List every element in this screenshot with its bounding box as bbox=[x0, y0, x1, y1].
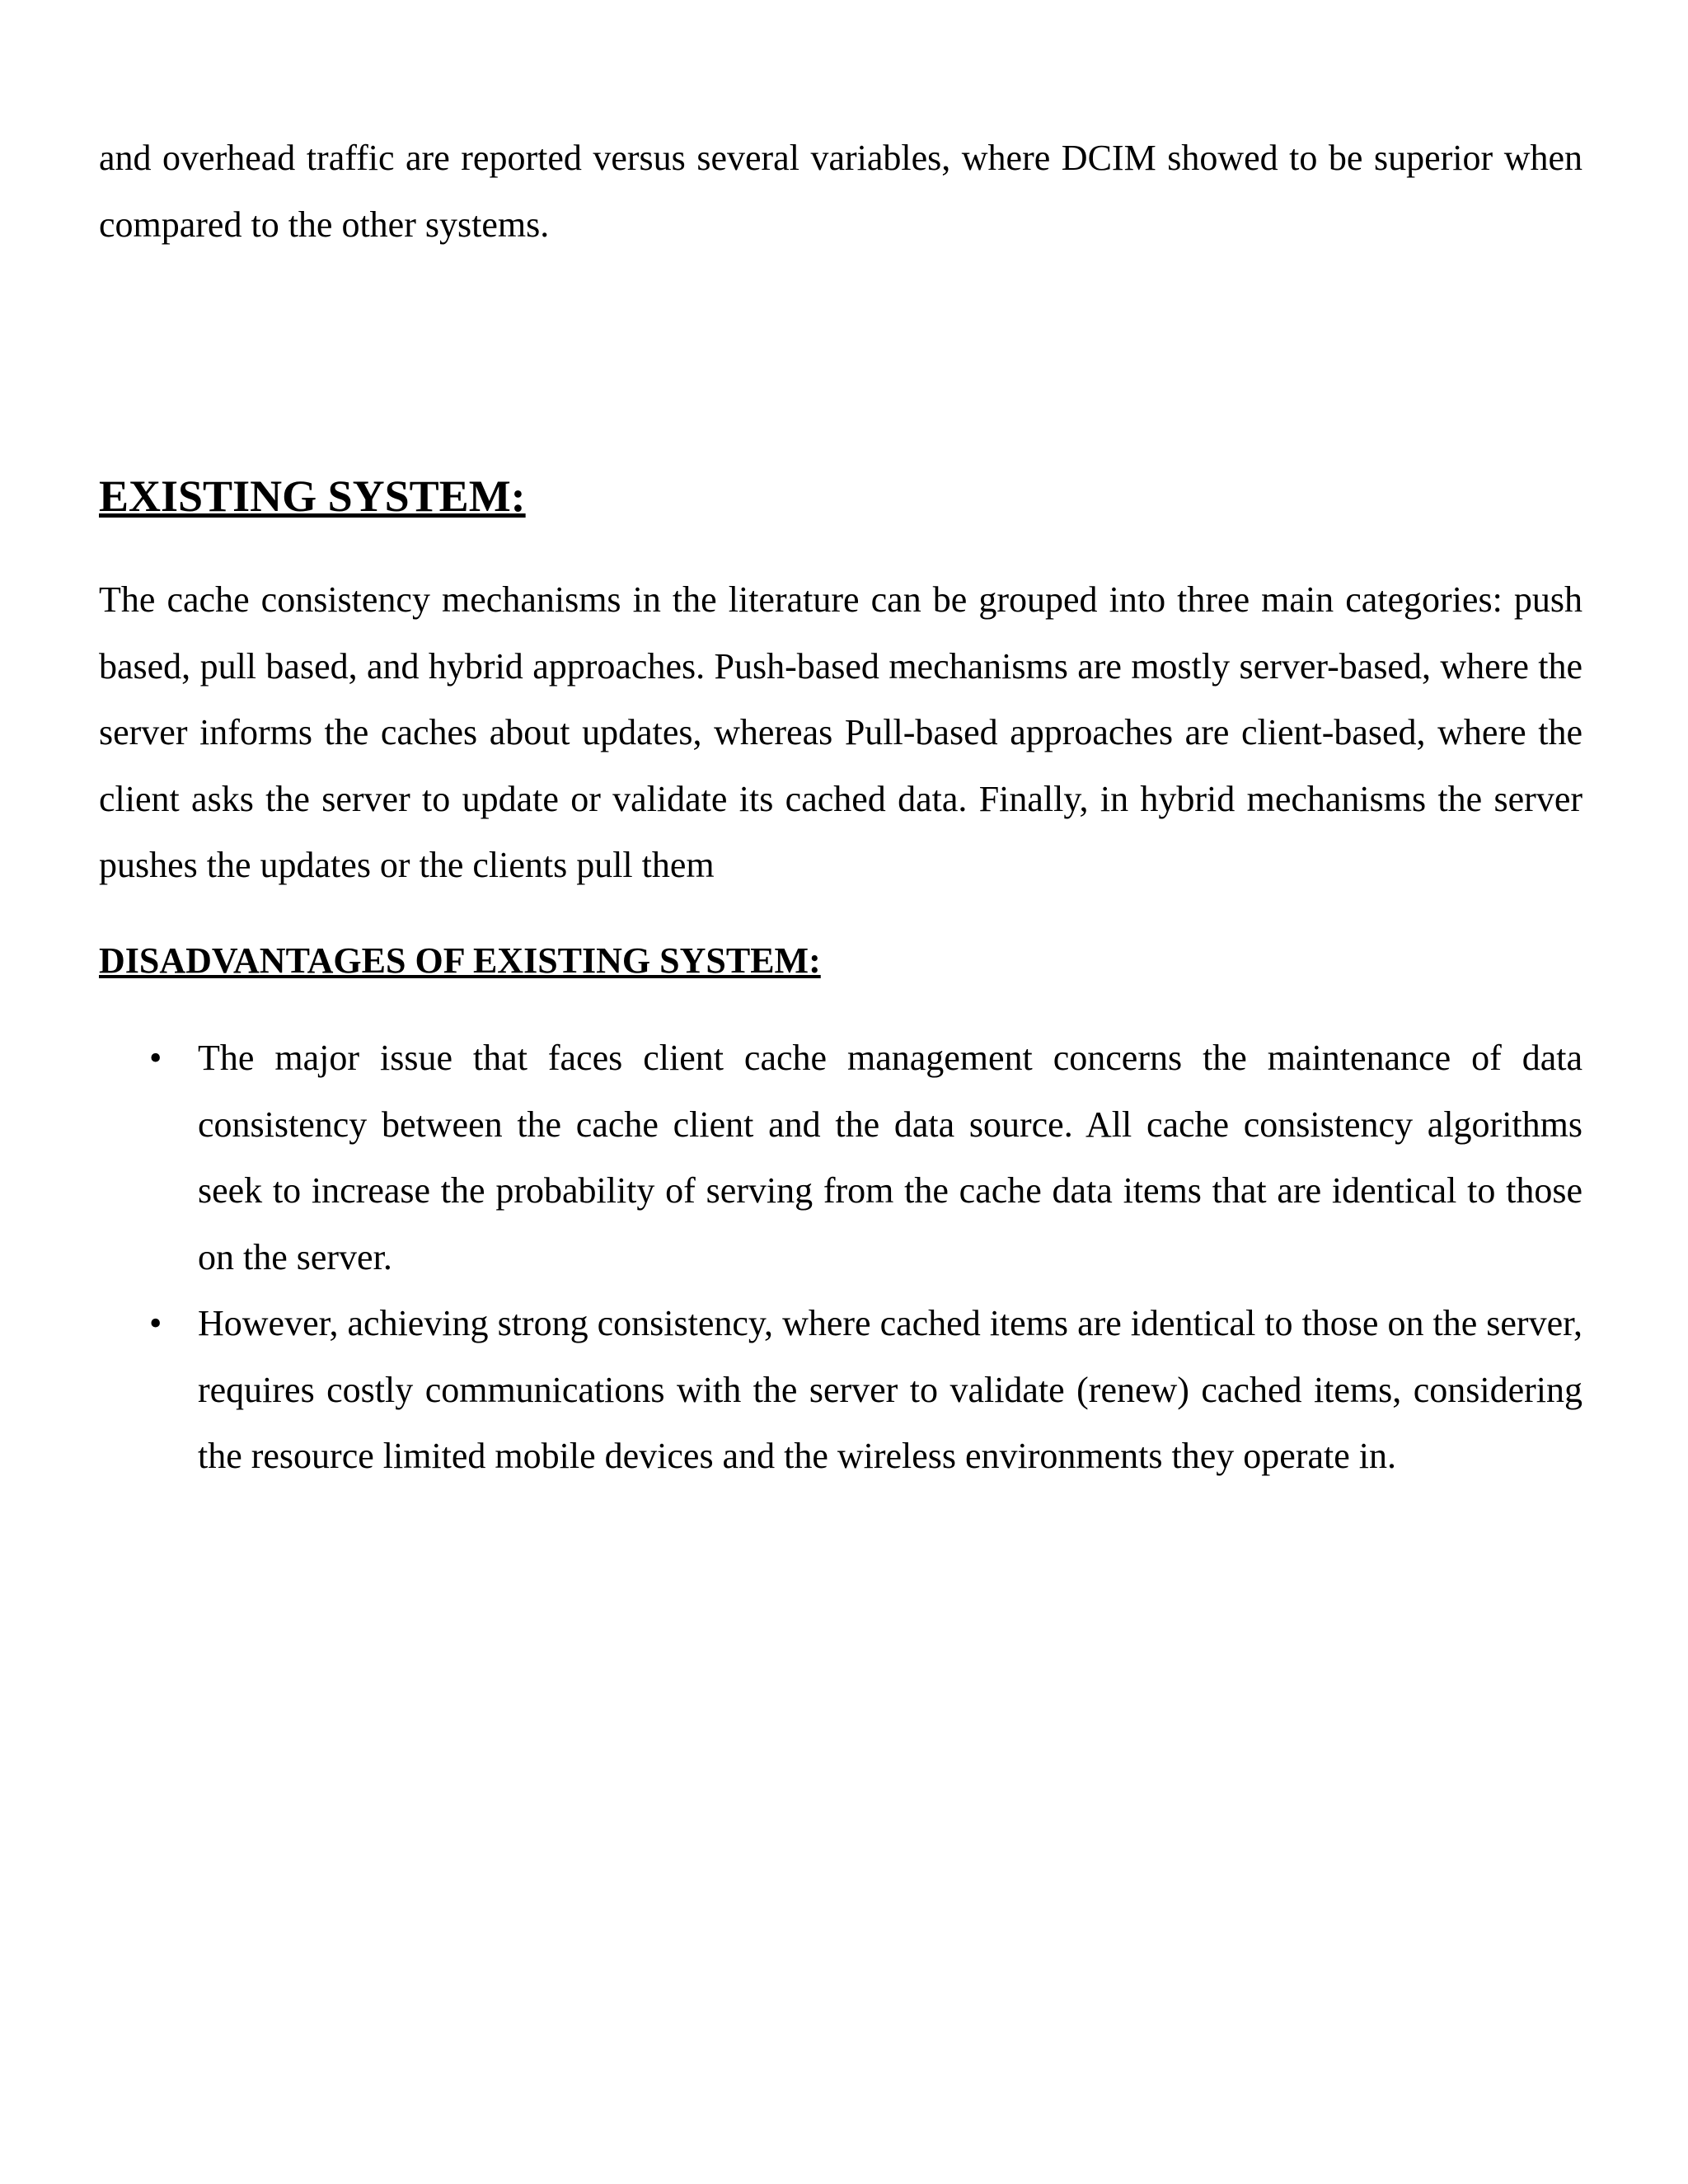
list-item bbox=[0, 1025, 1688, 1291]
list-item-text: The major issue that faces client cache management concerns the maintenance of data consistency between the cache client and the data source. All cache consistency algorithms seek to increase the probability of serving from the cache data items that are identical to those on the server. bbox=[198, 1038, 1582, 1277]
bullet-icon: • bbox=[149, 1303, 162, 1343]
existing-system-paragraph: The cache consistency mechanisms in the literature can be grouped into three main categories: push based, pull based, and hybrid approaches. Push-based mechanisms are mostly server-based, where the server informs the caches about updates, whereas Pull-based approaches are client-based, where the client asks the server to update or validate its cached data. Finally, in hybrid mechanisms the server pushes the updates or the clients pull them bbox=[99, 579, 1582, 885]
existing-system-heading: EXISTING SYSTEM: bbox=[99, 471, 526, 521]
disadvantages-list bbox=[0, 1025, 1688, 1490]
disadvantages-heading: DISADVANTAGES OF EXISTING SYSTEM: bbox=[99, 940, 821, 981]
bullet-icon: • bbox=[149, 1038, 162, 1078]
list-item-text: However, achieving strong consistency, where cached items are identical to those on the server, requires costly communications with the server to validate (renew) cached items, considering the resource limited mobile devices and the wireless environments they operate in. bbox=[198, 1303, 1582, 1476]
list-item bbox=[0, 1291, 1688, 1490]
continuation-paragraph: and overhead traffic are reported versus several variables, where DCIM showed to be superior when compared to the other systems. bbox=[99, 138, 1582, 245]
